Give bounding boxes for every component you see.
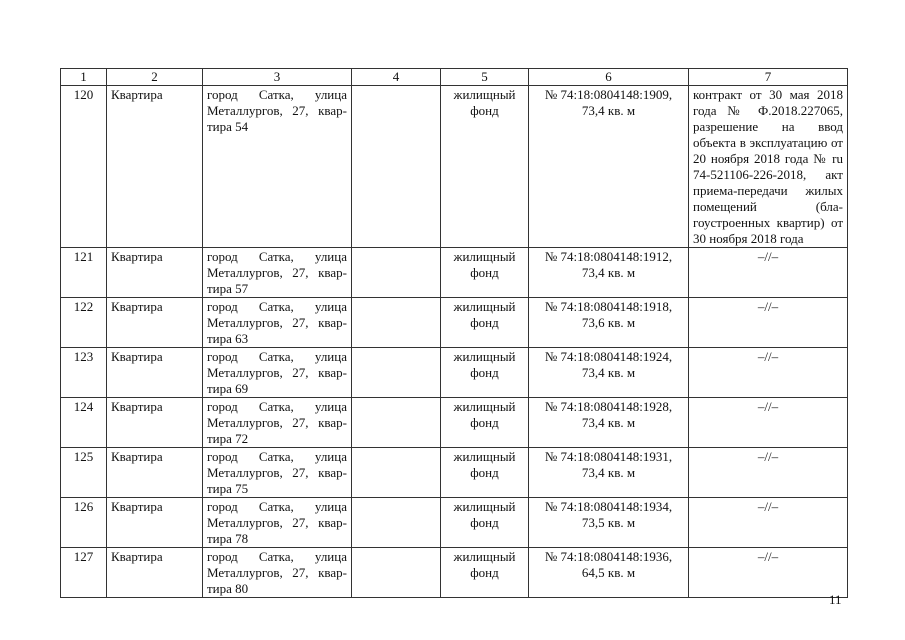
column-4-cell — [352, 398, 441, 448]
object-name: Квартира — [107, 248, 203, 298]
object-address: город Сатка, улица Металлургов, 27, квартира 75 — [203, 448, 352, 498]
column-4-cell — [352, 248, 441, 298]
object-name: Квартира — [107, 448, 203, 498]
column-4-cell — [352, 448, 441, 498]
table-row — [61, 548, 848, 598]
ownership-basis-ditto: –//– — [689, 398, 848, 448]
column-header-5: 5 — [441, 69, 529, 86]
object-address: город Сатка, улица Металлургов, 27, квартира 54 — [203, 86, 352, 248]
cadastral-number-area: № 74:18:0804148:1924, 73,4 кв. м — [529, 348, 689, 398]
row-number: 122 — [61, 298, 107, 348]
object-address: город Сатка, улица Металлургов, 27, квартира 80 — [203, 548, 352, 598]
row-number: 123 — [61, 348, 107, 398]
table-row — [61, 348, 848, 398]
object-name: Квартира — [107, 498, 203, 548]
object-address: город Сатка, улица Металлургов, 27, квартира 69 — [203, 348, 352, 398]
object-name: Квартира — [107, 86, 203, 248]
fund-type: жилищный фонд — [441, 298, 529, 348]
cadastral-number-area: № 74:18:0804148:1936, 64,5 кв. м — [529, 548, 689, 598]
ownership-basis-ditto: –//– — [689, 448, 848, 498]
column-header-7: 7 — [689, 69, 848, 86]
fund-type: жилищный фонд — [441, 86, 529, 248]
table-row — [61, 86, 848, 248]
row-number: 124 — [61, 398, 107, 448]
ownership-basis-ditto: –//– — [689, 298, 848, 348]
row-number: 126 — [61, 498, 107, 548]
object-address: город Сатка, улица Металлургов, 27, квартира 78 — [203, 498, 352, 548]
ownership-basis: контракт от 30 мая 2018 года № Ф.2018.227065, разрешение на ввод объекта в эксплуатацию от 20 ноября 2018 года № ru 74-521106-226-2018, акт приема-передачи жилых помещений (благоустроенных квартир) от 30 ноября 2018 года — [689, 86, 848, 248]
table-row — [61, 498, 848, 548]
fund-type: жилищный фонд — [441, 398, 529, 448]
column-header-6: 6 — [529, 69, 689, 86]
object-name: Квартира — [107, 548, 203, 598]
table-row — [61, 448, 848, 498]
column-4-cell — [352, 86, 441, 248]
table-row — [61, 248, 848, 298]
row-number: 127 — [61, 548, 107, 598]
fund-type: жилищный фонд — [441, 448, 529, 498]
column-4-cell — [352, 548, 441, 598]
ownership-basis-ditto: –//– — [689, 548, 848, 598]
column-number-row — [61, 69, 848, 86]
fund-type: жилищный фонд — [441, 548, 529, 598]
column-4-cell — [352, 498, 441, 548]
fund-type: жилищный фонд — [441, 248, 529, 298]
property-registry-table — [60, 68, 848, 598]
row-number: 120 — [61, 86, 107, 248]
fund-type: жилищный фонд — [441, 348, 529, 398]
column-header-3: 3 — [203, 69, 352, 86]
column-4-cell — [352, 348, 441, 398]
object-address: город Сатка, улица Металлургов, 27, квартира 63 — [203, 298, 352, 348]
cadastral-number-area: № 74:18:0804148:1928, 73,4 кв. м — [529, 398, 689, 448]
row-number: 125 — [61, 448, 107, 498]
column-header-1: 1 — [61, 69, 107, 86]
cadastral-number-area: № 74:18:0804148:1931, 73,4 кв. м — [529, 448, 689, 498]
cadastral-number-area: № 74:18:0804148:1909, 73,4 кв. м — [529, 86, 689, 248]
ownership-basis-ditto: –//– — [689, 498, 848, 548]
table-row — [61, 298, 848, 348]
object-name: Квартира — [107, 298, 203, 348]
object-address: город Сатка, улица Металлургов, 27, квартира 57 — [203, 248, 352, 298]
column-header-4: 4 — [352, 69, 441, 86]
table-row — [61, 398, 848, 448]
column-4-cell — [352, 298, 441, 348]
object-name: Квартира — [107, 348, 203, 398]
page-number: 11 — [829, 592, 842, 607]
fund-type: жилищный фонд — [441, 498, 529, 548]
cadastral-number-area: № 74:18:0804148:1918, 73,6 кв. м — [529, 298, 689, 348]
ownership-basis-ditto: –//– — [689, 248, 848, 298]
column-header-2: 2 — [107, 69, 203, 86]
cadastral-number-area: № 74:18:0804148:1934, 73,5 кв. м — [529, 498, 689, 548]
object-name: Квартира — [107, 398, 203, 448]
object-address: город Сатка, улица Металлургов, 27, квартира 72 — [203, 398, 352, 448]
cadastral-number-area: № 74:18:0804148:1912, 73,4 кв. м — [529, 248, 689, 298]
ownership-basis-ditto: –//– — [689, 348, 848, 398]
row-number: 121 — [61, 248, 107, 298]
